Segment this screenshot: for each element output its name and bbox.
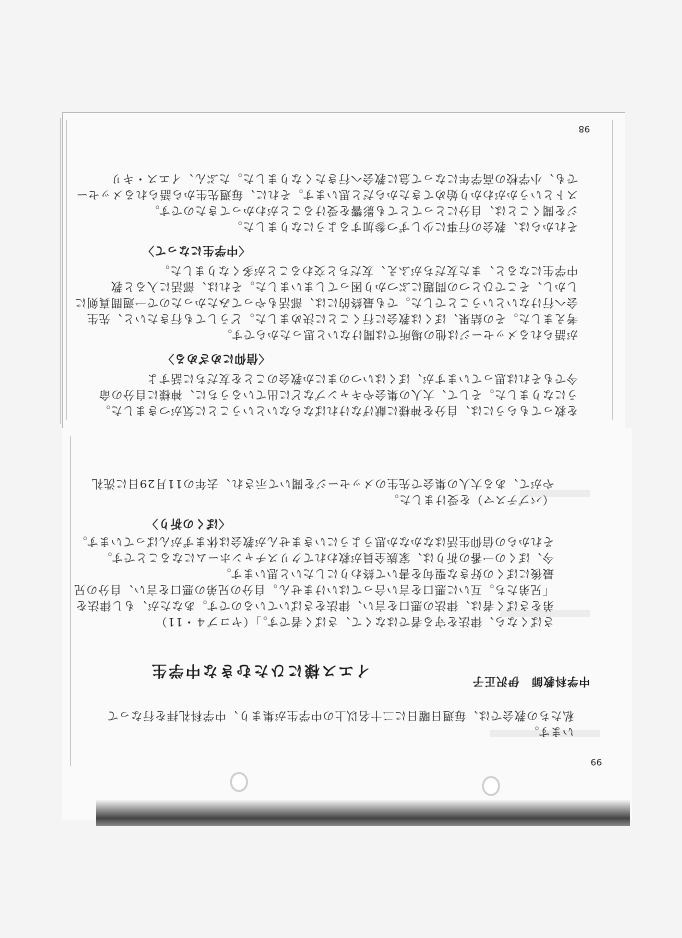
- text-line: 弟をさばく者は、律法の悪口を言い、律法をさばいているのです。あなたが、もし律法を: [75, 599, 554, 613]
- text-line: それからの信仰生活はなかなか思うようにいきませんが教会は休まずがんばっています。: [75, 535, 554, 549]
- article-author: 中学科教師 伊沢正子: [472, 675, 590, 688]
- text-line: ジを聞くことは、自分にとってとても影響を受けることがわかってきたのです。: [147, 204, 578, 218]
- text-line: が語られるメッセージは他の場所では聞けないと思ったからです。: [219, 328, 578, 342]
- text-line: 中学生になると、また友だちがふえ、友だちと交わることが多くなりました。: [157, 264, 578, 278]
- section-heading: 〈信仰にめざめる〉: [162, 352, 270, 366]
- text-line: うになりました。そして、大人の集会やキャンプなどに出ているうちに、神様に自分の命: [98, 388, 578, 402]
- page-edge: [70, 436, 71, 766]
- text-line: 会へ行けないということでした。でも最終的には、部活もやってみたかったので一週間真剣に: [74, 296, 578, 310]
- article-title: イエス様にひたむきな中学生: [149, 662, 370, 680]
- text-line: やがて、ある大人の集会で先生のメッセージを聞いて示され、去年の11月29日に洗礼: [91, 477, 554, 491]
- section-heading: 〈ぼくの祈り〉: [146, 517, 230, 531]
- text-line: 考えました。その結果、ぼくは教会に行くことに決めました。どうしても行きたいと、先生: [86, 312, 578, 326]
- intro-line: います。: [526, 725, 574, 739]
- page-number: 99: [590, 756, 602, 766]
- text-line: それからは、教会の行事に少しずつ参加するようになりました。: [230, 220, 578, 234]
- text-line: （バプテスマ）を受けました。: [386, 493, 554, 507]
- fold-shadow: [96, 800, 630, 826]
- section-heading: 〈中学生になって〉: [142, 244, 250, 258]
- page-number: 98: [578, 123, 590, 133]
- page-edge: [612, 120, 613, 420]
- text-line: でも、小学校の高学年になって急に教会へ行きたくなりました。たぶん、イエス・キリ: [110, 172, 578, 186]
- page-edge: [66, 120, 67, 420]
- text-line: 今、ぼくの一番の祈りは、家族全員が救われてクリスチャンホームになることです。: [100, 551, 554, 565]
- text-line: を救ってもらうには、自分を神様に献げなければならないということに気がつきました。: [98, 404, 578, 418]
- intro-line: 私たちの教会では、毎週日曜日に二十名以上の中学生が集まり、中学科礼拝を行なって: [106, 709, 574, 723]
- binding-hole: [230, 772, 248, 792]
- page-edge: [60, 118, 61, 424]
- text-line: 今でもそれは思っていますが、ぼくはいつのまにか教会のことを友だちに話すよ: [146, 372, 578, 386]
- text-line: 最後にぼくの好きな聖句を書いて終わりにしたいと思います。: [219, 567, 554, 581]
- text-line: 「兄弟たち。互いに悪口を言い合ってはいけません。自分の兄弟の悪口を言い、自分の兄: [73, 583, 554, 597]
- binding-hole: [482, 776, 500, 796]
- text-line: さばくなら、律法を守る者ではなくて、さばく者です。」（ヤコブ４・11）: [155, 615, 554, 629]
- text-line: しかし、そこでひとつの問題にぶつかり困ってしまいました。それは、部活に入ると教: [110, 280, 578, 294]
- text-line: ストというかがわかり始めてきたからだと思います。それに、毎週先生から語られるメッセー: [75, 188, 578, 202]
